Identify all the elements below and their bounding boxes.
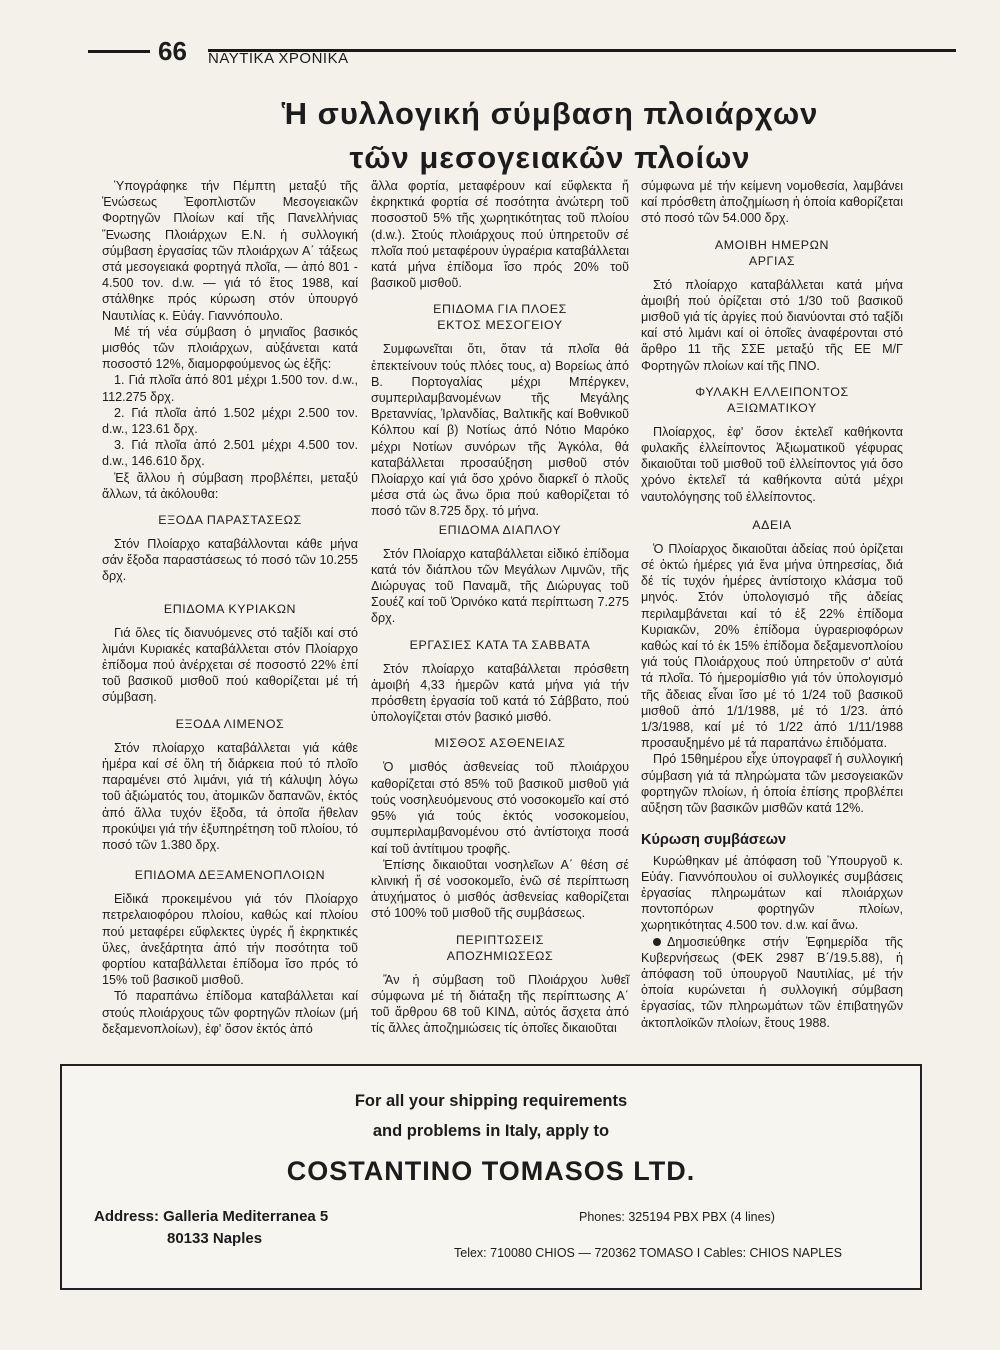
paragraph: Στό πλοίαρχο καταβάλλεται κατά μήνα ἀμοιβή πού ὁρίζεται στό 1/30 τοῦ βασικοῦ μισθοῦ γιά τίς ἀργίες πού διανύονται στό ταξίδι καί στό λιμάνι καί οἱ ὁποῖες ἀναφέρονται στό ἄρθρο 11 τῆς ΣΣΕ μεταξύ τῆς ΕΕ Μ/Γ Φορτηγῶν πλοίων καί τῆς ΠΝΟ. bbox=[641, 277, 903, 373]
paragraph-bulleted bbox=[641, 934, 903, 1031]
section-heading: ΕΠΙΔΟΜΑ ΚΥΡΙΑΚΩΝ bbox=[163, 601, 297, 616]
ad-company-name: COSTANTINO TOMASOS LTD. bbox=[286, 1156, 696, 1186]
article-column-2 bbox=[371, 178, 629, 1036]
advertisement-box bbox=[60, 1064, 922, 1290]
article-title bbox=[150, 92, 950, 180]
section-heading: ΕΡΓΑΣΙΕΣ ΚΑΤΑ ΤΑ ΣΑΒΒΑΤΑ bbox=[409, 637, 591, 652]
section-heading: ΜΙΣΘΟΣ ΑΣΘΕΝΕΙΑΣ bbox=[434, 736, 566, 751]
ad-tagline-2: and problems in Italy, apply to bbox=[372, 1122, 610, 1140]
section-heading: ΑΔΕΙΑ bbox=[752, 517, 792, 532]
paragraph: Ἐξ ἄλλου ἡ σύμβαση προβλέπει, μεταξύ ἄλλων, τά ἀκόλουθα: bbox=[102, 470, 358, 501]
section-heading-line: ΕΚΤΟΣ ΜΕΣΟΓΕΙΟΥ bbox=[437, 318, 563, 333]
paragraph: Στόν πλοίαρχο καταβάλλεται γιά κάθε ἡμέρα καί σέ ὅλη τή διάρκεια πού τό πλοῖο παραμένει στό λιμάνι, γιά τή κάλυψη λόγω τοῦ ἀξιώματός του, ἀτομικῶν δαπανῶν, ἐκτός ἀπό ἄλλα τυχόν ἔξοδα, τά ὁποῖα ἤθελαν προκύψει γιά τήν ἐξυπηρέτηση τοῦ πλοίου, τό ποσό τῶν 1.380 δρχ. bbox=[102, 740, 358, 852]
paragraph: Ὑπογράφηκε τήν Πέμπτη μεταξύ τῆς Ἑνώσεως Ἐφοπλιστῶν Μεσογειακῶν Φορτηγῶν Πλοίων καί τῆς Πανελλήνιας Ἕνωσης Πλοιάρχων Ε.Ν. ἡ συλλογική σύμβαση ἐργασίας τῶν πλοιάρχων Α΄ τάξεως στά μεσογειακά φορτηγά πλοῖα, — ἀπό 801 - 4.500 τον. d.w. — γιά τό ἔτος 1988, καί στάλθηκε πρός κύρωση στόν ὑπουργό Ναυτιλίας κ. Εὐάγ. Γιαννόπουλο. bbox=[102, 179, 358, 323]
section-heading-line: ΦΥΛΑΚΗ ΕΛΛΕΙΠΟΝΤΟΣ bbox=[695, 384, 849, 399]
section-heading-line: ΑΡΓΙΑΣ bbox=[748, 253, 796, 268]
paragraph: Στόν Πλοίαρχο καταβάλλονται κάθε μήνα σάν ἔξοδα παραστάσεως τό ποσό τῶν 10.255 δρχ. bbox=[102, 537, 358, 584]
section-heading-line: ΕΠΙΔΟΜΑ ΓΙΑ ΠΛΟΕΣ bbox=[433, 302, 567, 317]
section-heading: ΕΠΙΔΟΜΑ ΔΕΞΑΜΕΝΟΠΛΟΙΩΝ bbox=[134, 868, 326, 883]
paragraph: Τό παραπάνω ἐπίδομα καταβάλλεται καί στούς πλοιάρχους τῶν φορτηγῶν πλοίων (μή δεξαμενοπλοίων), ἐφ' ὅσον ἐκτός ἀπό bbox=[102, 989, 358, 1036]
paragraph: Ὁ Πλοίαρχος δικαιοῦται ἀδείας πού ὁρίζεται σέ ὀκτώ ἡμέρες γιά ἕνα μήνα ὑπηρεσίας, διά δέ τίς τυχόν ἡμέρες ἀντίστοιχο κλάσμα τοῦ μηνός. Στόν ὑπολογισμό τῆς ἀδείας περιλαμβάνεται καί τό ἐξ 22% ἐπίδομα Κυριακῶν, 20% ἐπίδομα ὑγραεριοφόρων καθώς καί τό ἐκ 15% ἐπίδομα δεξαμενοπλοίου γιά τούς Πλοιάρχους πού ὑπηρετοῦν σ' αὐτά τά πλοῖα. Τό ἡμερομίσθιο γιά τόν ὑπολογισμό τῆς ἄδειας εἶναι ἴσο μέ τό 1/24 τοῦ βασικοῦ μισθοῦ ἀπό 1/1/1988, μέ τό 1/23. ἀπό 1/3/1988, καί μέ τό 1/22 ἀπό 1/11/1988 προσαυξημένο μέ τά παραπάνω ἐπιδόματα. bbox=[641, 541, 903, 751]
section-heading-line: ΑΞΙΩΜΑΤΙΚΟΥ bbox=[727, 400, 817, 415]
paragraph-text: Δημοσιεύθηκε στήν Ἐφημερίδα τῆς Κυβερνήσεως (ΦΕΚ 2987 Β΄/19.5.88), ἡ ἀπόφαση τοῦ ὑπουργοῦ Ναυτιλίας, μέ τήν ὁποία κυρώνεται ἡ συλλογική σύμβαση ἐργασίας, τῶν πληρωμάτων τῶν ἐπιβατηγῶν ἀκτοπλοϊκῶν πλοίων, ἔτους 1988. bbox=[641, 934, 903, 1030]
article-title-line1: Ἡ συλλογική σύμβαση πλοιάρχων bbox=[281, 96, 819, 131]
section-heading: ΕΞΟΔΑ ΠΑΡΑΣΤΑΣΕΩΣ bbox=[158, 513, 302, 528]
article-title-line2: τῶν μεσογειακῶν πλοίων bbox=[349, 140, 751, 175]
section-heading-line: ΠΕΡΙΠΤΩΣΕΙΣ bbox=[455, 932, 545, 947]
section-heading bbox=[371, 932, 629, 964]
magazine-title: ΝΑΥΤΙΚΑ ΧΡΟΝΙΚΑ bbox=[208, 50, 349, 67]
paragraph: Στόν πλοίαρχο καταβάλλεται πρόσθετη ἀμοιβή 4,33 ἡμερῶν κατά μήνα γιά τήν πρόσθετη ἐργασία τοῦ κατά τό Σάββατο, πού ὑπολογίζεται στόν βασικό μισθό. bbox=[371, 661, 629, 725]
paragraph: Μέ τή νέα σύμβαση ὁ μηνιαῖος βασικός μισθός τῶν πλοιάρχων, αὐξάνεται κατά ποσοστό 12%, διαμορφούμενος ὡς ἐξῆς: bbox=[102, 324, 358, 372]
section-heading: ΕΠΙΔΟΜΑ ΔΙΑΠΛΟΥ bbox=[438, 522, 562, 537]
section-heading-line: ΑΜΟΙΒΗ ΗΜΕΡΩΝ bbox=[714, 237, 830, 252]
paragraph: Εἰδικά προκειμένου γιά τόν Πλοίαρχο πετρελαιοφόρου πλοίου, καθώς καί πλοίου πού μεταφέρει εὔφλεκτες ὑγρές ἤ ἐκρηκτικές ὕλες, ἀνεξάρτητα ἀπό τήν ποσότητα τοῦ φορτίου καταβάλλεται ἐπίδομα ἴσο πρός τό 15% τοῦ βασικοῦ μισθοῦ. bbox=[102, 892, 358, 988]
paragraph: Γιά ὅλες τίς διανυόμενες στό ταξίδι καί στό λιμάνι Κυριακές καταβάλλεται στόν Πλοίαρχο ἐπίδομα πού ἀνέρχεται σέ ποσοστό 22% ἐπί τοῦ βασικοῦ μισθοῦ πού καθορίζεται μέ τή σύμβαση. bbox=[102, 625, 358, 705]
paragraph: 1. Γιά πλοῖα ἀπό 801 μέχρι 1.500 τον. d.w., 112.275 δρχ. bbox=[102, 373, 358, 404]
paragraph: ἄλλα φορτία, μεταφέρουν καί εὔφλεκτα ἤ ἐκρηκτικά φορτία σέ ποσότητα ἀνώτερη τοῦ ποσοστοῦ 5% τῆς χωρητικότητας τοῦ πλοίου (d.w.). Στούς πλοιάρχους πού ὑπηρετοῦν σέ πλοῖα πού μεταφέρουν ὑγραέρια καταβάλλεται κατά μήνα ἐπίδομα ἴσο πρός 20% τοῦ βασικοῦ μισθοῦ. bbox=[371, 179, 629, 291]
paragraph: Ἐπίσης δικαιοῦται νοσηλεῖων Α΄ θέση σέ κλινική ἤ σέ νοσοκομεῖο, ἐνῶ σέ περίπτωση ἀτυχήματος ὁ μισθός ἀσθενείας καθορίζεται στό 100% τοῦ μισθοῦ τῆς συμβάσεως. bbox=[371, 857, 629, 921]
header-rule-left bbox=[88, 50, 150, 53]
article-column-3 bbox=[641, 178, 903, 1031]
paragraph: Συμφωνεῖται ὅτι, ὅταν τά πλοῖα θά ἐπεκτείνουν τούς πλόες τους, α) Βορείως ἀπό Β. Πορτογαλίας μέχρι Μπέργκεν, συμπεριλαμβανομένων τῆς Μεγάλης Βρεταννίας, Ἰρλανδίας, Βαλτικῆς καί Βοθνικοῦ Κόλπου καί β) Νοτίως ἀπό Νότιο Μαρόκο μέχρι Νοτίων συνόρων τῆς Ἀγκόλα, θά καταβάλλεται προσαύξηση μισθοῦ στόν Πλοίαρχο καί γιά ὅσο χρόνο διαρκεῖ ὁ πλοῦς μέσα στά ὡς ἄνω ὅρια πού καθορίζεται τό ποσό τῶν 8.725 δρχ. τό μήνα. bbox=[371, 342, 629, 519]
paragraph: Πλοίαρχος, ἐφ' ὅσον ἐκτελεῖ καθήκοντα φυλακῆς ἐλλείποντος Ἀξιωματικοῦ γέφυρας δικαιοῦται τοῦ μισθοῦ τοῦ ἐλλείποντος γιά ὅσο χρόνο ἐκτελεῖ τά καθήκοντα αὐτά μέχρι ναυτολόγησης τοῦ ἐλλείποντος. bbox=[641, 424, 903, 504]
section-heading: ΕΞΟΔΑ ΛΙΜΕΝΟΣ bbox=[175, 716, 285, 731]
paragraph: Ὁ μισθός ἀσθενείας τοῦ πλοιάρχου καθορίζεται στό 85% τοῦ βασικοῦ μισθοῦ γιά τούς νοσηλευόμενους στό νοσοκομεῖο καί στό 95% γιά τούς ἐκτός νοσοκομείου, συμπεριλαμβανομένου στό ἀντίστοιχα ποσά καί τοῦ ἀντίτιμου τροφῆς. bbox=[371, 760, 629, 856]
ad-address: Address: Galleria Mediterranea 5 bbox=[94, 1208, 329, 1225]
ad-telex: Telex: 710080 CHIOS — 720362 TOMASO I Cables: CHIOS NAPLES bbox=[454, 1246, 842, 1260]
paragraph: Κυρώθηκαν μέ ἀπόφαση τοῦ Ὑπουργοῦ κ. Εὐάγ. Γιαννόπουλου οἱ συλλογικές συμβάσεις ἐργασίας πληρωμάτων καί πλοιάρχων ποντοπόρων φορτηγῶν πλοίων, χωρητικότητας 4.500 τον. d.w. καί ἄνω. bbox=[641, 853, 903, 933]
paragraph: 3. Γιά πλοῖα ἀπό 2.501 μέχρι 4.500 τον. d.w., 146.610 δρχ. bbox=[102, 438, 358, 469]
ad-phones: Phones: 325194 PBX PBX (4 lines) bbox=[579, 1210, 775, 1224]
section-heading-line: ΑΠΟΖΗΜΙΩΣΕΩΣ bbox=[446, 948, 554, 963]
paragraph: 2. Γιά πλοῖα ἀπό 1.502 μέχρι 2.500 τον. d.w., 123.61 δρχ. bbox=[102, 405, 358, 437]
section-heading bbox=[641, 237, 903, 269]
paragraph: Ἄν ἡ σύμβαση τοῦ Πλοιάρχου λυθεῖ σύμφωνα μέ τή διάταξη τῆς περίπτωσης Α΄ τοῦ ἄρθρου 68 τοῦ ΚΙΝΔ, αὐτός ἄσχετα ἀπό τίς ἄλλες ἀποζημιώσεις τίς ὁποῖες δικαιοῦται bbox=[371, 972, 629, 1036]
ad-city: 80133 Naples bbox=[167, 1230, 263, 1247]
ad-tagline-1: For all your shipping requirements bbox=[354, 1092, 628, 1110]
section-heading bbox=[371, 301, 629, 333]
paragraph: σύμφωνα μέ τήν κείμενη νομοθεσία, λαμβάνει καί πρόσθετη ἀποζημίωση ἡ ὁποία καθορίζεται στό ποσό τῶν 54.000 δρχ. bbox=[641, 179, 903, 226]
paragraph: Στόν Πλοίαρχο καταβάλλεται εἰδικό ἐπίδομα κατά τόν διάπλου τῶν Μεγάλων Λιμνῶν, τῆς Διώρυγας τοῦ Παναμᾶ, τῆς Διώρυγας τοῦ Σουέζ καί τοῦ Ὀρινόκο κατά περίπτωση 7.275 δρχ. bbox=[371, 546, 629, 626]
paragraph: Πρό 15θημέρου εἶχε ὑπογραφεῖ ἡ συλλογική σύμβαση γιά τά πληρώματα τῶν μεσογειακῶν φορτηγῶν πλοίων, ἡ ὁποία ἐπίσης προβλέπει αὔξηση τῶν βασικῶν μισθῶν κατά 12%. bbox=[641, 752, 903, 816]
bullet-icon bbox=[653, 938, 661, 946]
article-column-1 bbox=[102, 178, 358, 1037]
section-heading bbox=[641, 384, 903, 416]
bold-subheading: Κύρωση συμβάσεων bbox=[641, 832, 787, 849]
page-number: 66 bbox=[158, 36, 187, 66]
